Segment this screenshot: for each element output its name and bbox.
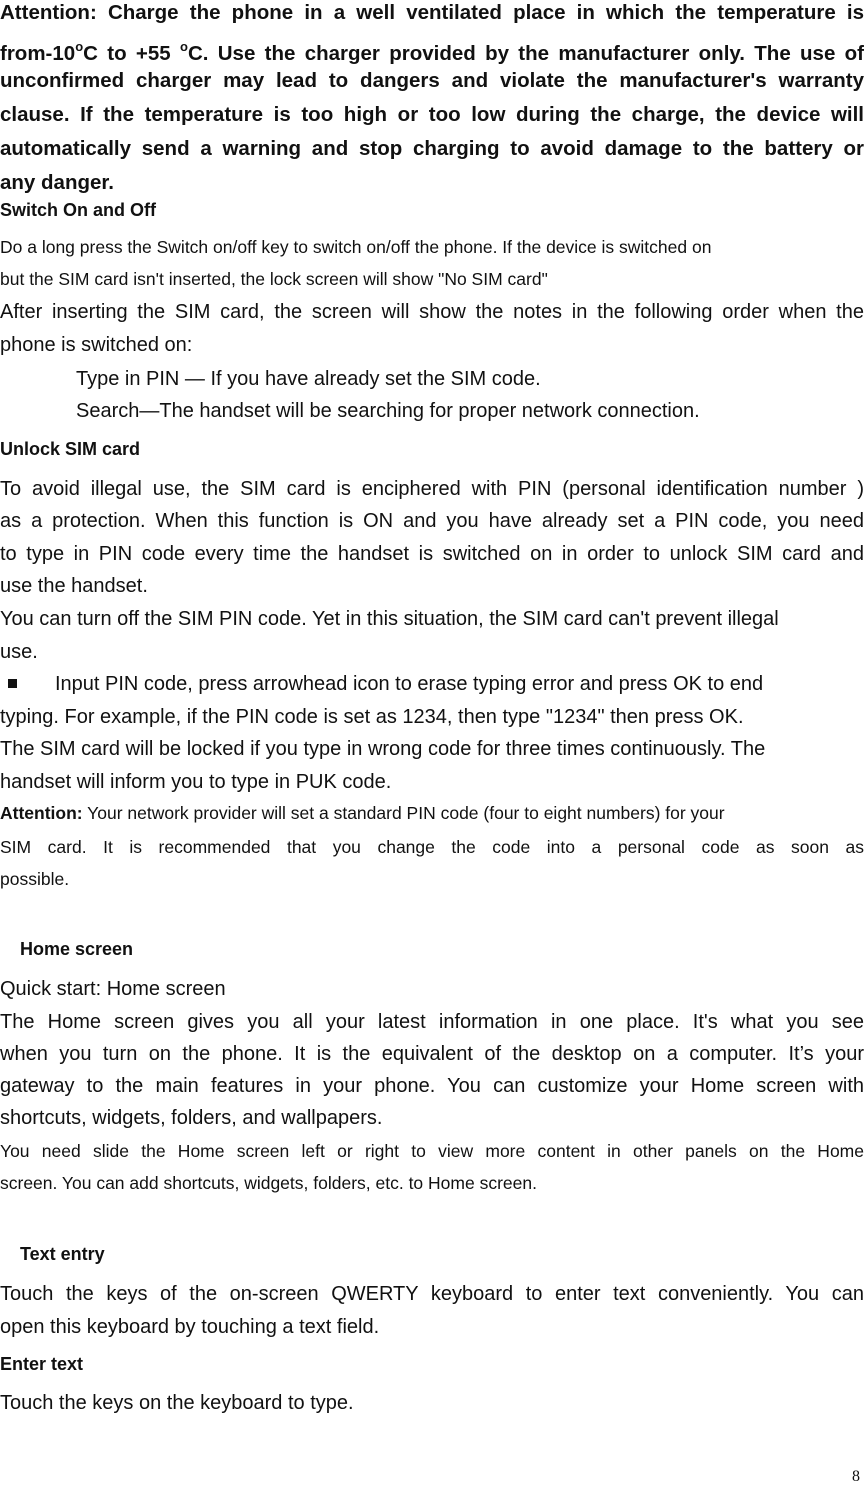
warning-line-5: automatically send a warning and stop charging to avoid damage to the battery or — [0, 137, 864, 160]
switch-text-1: Do a long press the Switch on/off key to switch on/off the phone. If the device is switched on — [0, 237, 712, 257]
unlock-text-2: as a protection. When this function is ON and you have already set a PIN code, you need — [0, 510, 864, 532]
switch-heading: Switch On and Off — [0, 200, 156, 220]
page-number: 8 — [852, 1468, 860, 1485]
unlock-text-5: You can turn off the SIM PIN code. Yet in this situation, the SIM card can't prevent illegal — [0, 608, 779, 630]
home-text-3: when you turn on the phone. It is the equivalent of the desktop on a computer. It’s your — [0, 1043, 864, 1065]
unlock-bullet-item: Input PIN code, press arrowhead icon to erase typing error and press OK to end — [8, 673, 763, 696]
unlock-text-4: use the handset. — [0, 575, 148, 597]
home-text-7: screen. You can add shortcuts, widgets, folders, etc. to Home screen. — [0, 1173, 537, 1193]
unlock-text-9: The SIM card will be locked if you type in wrong code for three times continuously. The — [0, 738, 766, 760]
unlock-text-10: handset will inform you to type in PUK code. — [0, 771, 392, 793]
warning-line-4: clause. If the temperature is too high or too low during the charge, the device will — [0, 103, 864, 126]
home-heading: Home screen — [20, 939, 134, 959]
unlock-text-3: to type in PIN code every time the handset is switched on in order to unlock SIM card and — [0, 543, 864, 565]
warning-line-1: Attention: Charge the phone in a well ventilated place in which the temperature is — [0, 1, 864, 24]
unlock-text-8: typing. For example, if the PIN code is set as 1234, then type "1234" then press OK. — [0, 706, 744, 728]
warning-line-3: unconfirmed charger may lead to dangers and violate the manufacturer's warranty — [0, 69, 864, 92]
switch-text-4: phone is switched on: — [0, 334, 193, 356]
unlock-attention-3: possible. — [0, 869, 70, 889]
home-text-6: You need slide the Home screen left or right to view more content in other panels on the Home — [0, 1141, 864, 1161]
home-text-4: gateway to the main features in your phone. You can customize your Home screen with — [0, 1075, 864, 1097]
switch-step-search: Search—The handset will be searching for proper network connection. — [76, 400, 700, 422]
unlock-text-6: use. — [0, 641, 38, 663]
text-entry-text-1: Touch the keys of the on-screen QWERTY keyboard to enter text conveniently. You can — [0, 1283, 864, 1305]
switch-text-2: but the SIM card isn't inserted, the lock screen will show "No SIM card" — [0, 269, 548, 289]
home-text-1: Quick start: Home screen — [0, 978, 226, 1000]
warning-line-2: from-10$^o$C to +55 $^o$C. Use the charger provided by the manufacturer only. The use of — [0, 39, 864, 65]
unlock-attention-2: SIM card. It is recommended that you change the code into a personal code as soon as — [0, 837, 864, 857]
switch-step-pin: Type in PIN — If you have already set the SIM code. — [76, 368, 541, 390]
unlock-text-1: To avoid illegal use, the SIM card is enciphered with PIN (personal identification number ) — [0, 478, 864, 500]
home-text-2: The Home screen gives you all your latest information in one place. It's what you see — [0, 1011, 864, 1033]
switch-text-3: After inserting the SIM card, the screen will show the notes in the following order when the — [0, 301, 864, 323]
home-text-5: shortcuts, widgets, folders, and wallpapers. — [0, 1107, 383, 1129]
warning-line-6: any danger. — [0, 171, 114, 194]
text-entry-text-3: Touch the keys on the keyboard to type. — [0, 1392, 354, 1414]
enter-text-heading: Enter text — [0, 1354, 84, 1374]
square-bullet-icon — [8, 679, 17, 688]
unlock-attention-1: Attention: Your network provider will set a standard PIN code (four to eight numbers) for your — [0, 803, 725, 823]
text-entry-text-2: open this keyboard by touching a text field. — [0, 1316, 380, 1338]
text-entry-heading: Text entry — [20, 1244, 105, 1264]
unlock-heading: Unlock SIM card — [0, 439, 141, 459]
